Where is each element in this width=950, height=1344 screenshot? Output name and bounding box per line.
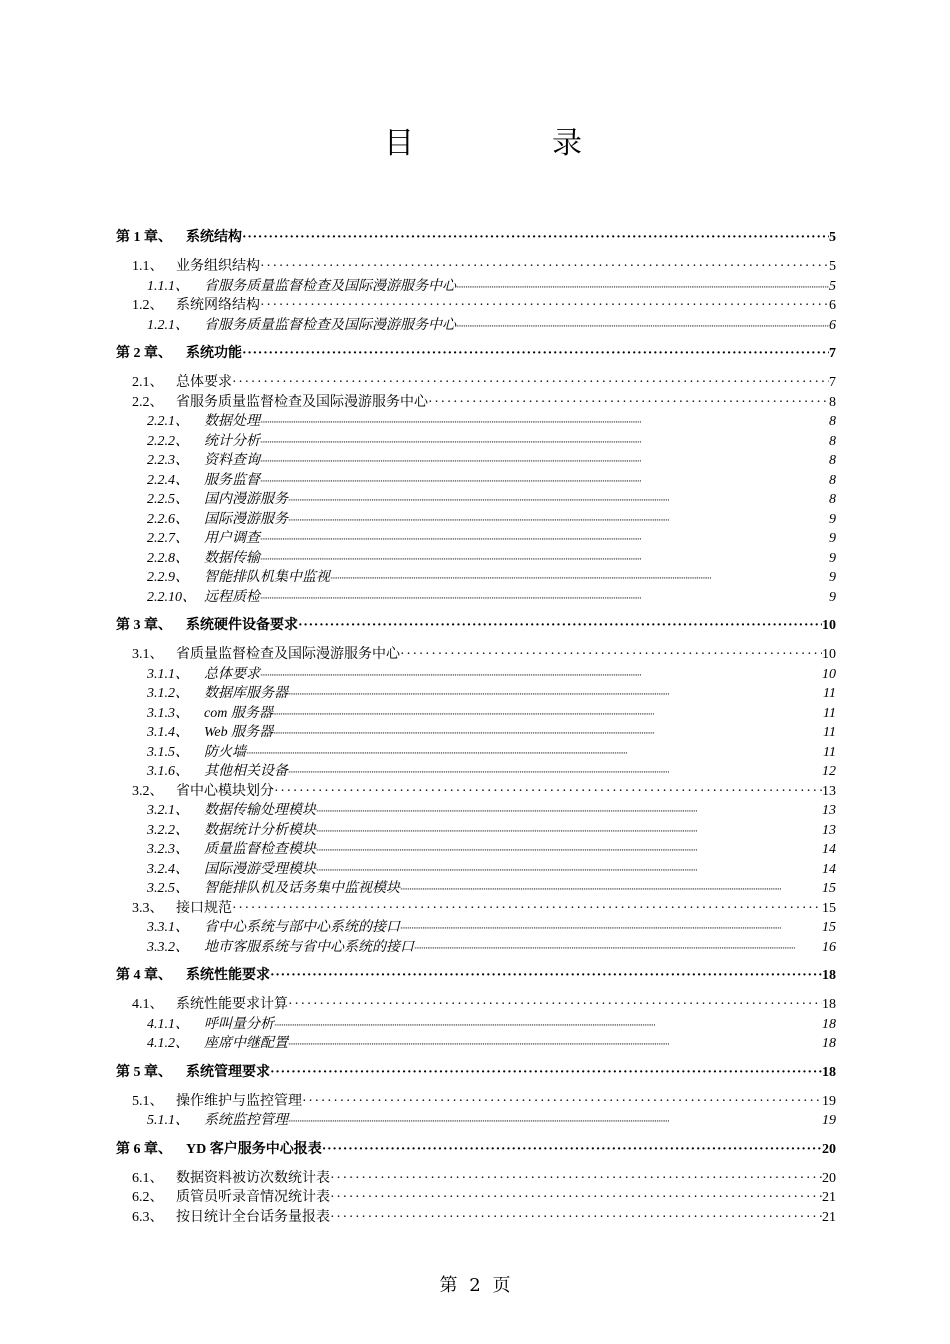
toc-entry-title: 按日统计全台话务量报表 [176, 1209, 330, 1225]
toc-entry-title: 接口规范 [176, 900, 232, 916]
toc-subsection-entry[interactable] [116, 663, 836, 683]
toc-page-number: 10 [822, 647, 836, 662]
toc-page-number: 9 [829, 531, 836, 546]
toc-entry-number: 2.1、 [132, 375, 164, 390]
toc-entry-number: 第 6 章、 [116, 1141, 172, 1157]
toc-dot-leader [260, 476, 829, 486]
toc-entry-title: 质管员听录音情况统计表 [176, 1190, 330, 1205]
toc-chapter-entry[interactable] [116, 1138, 836, 1157]
toc-entry-number: 4.1.2、 [147, 1036, 189, 1051]
toc-entry-number: 第 3 章、 [116, 618, 172, 633]
toc-entry-title: 操作维护与监控管理 [176, 1093, 302, 1109]
toc-page-number: 8 [829, 394, 836, 410]
toc-entry-number: 3.3、 [132, 900, 164, 916]
toc-entry-title: 省中心模块划分 [176, 783, 274, 799]
toc-entry-number: 第 2 章、 [116, 346, 172, 361]
toc-dot-leader [260, 593, 829, 603]
toc-subsection-entry[interactable] [116, 1109, 836, 1129]
toc-subsection-entry[interactable] [116, 916, 836, 936]
toc-dot-leader [400, 647, 822, 663]
toc-subsection-entry[interactable] [116, 702, 836, 722]
toc-page-number: 13 [822, 783, 836, 799]
toc-entry-number: 3.1.3、 [147, 705, 189, 721]
toc-entry-title: 国际漫游服务 [204, 511, 288, 527]
toc-chapter-entry[interactable] [116, 964, 836, 983]
toc-entry-title: 系统监控管理 [204, 1113, 288, 1128]
toc-entry-title: 数据传输处理模块 [204, 803, 316, 818]
toc-dot-leader [330, 1210, 822, 1226]
toc-subsection-entry[interactable] [116, 741, 836, 761]
toc-dot-leader [288, 767, 822, 777]
toc-subsection-entry[interactable] [116, 314, 836, 334]
chapter-spacer [116, 955, 836, 964]
toc-entry-number: 1.1.1、 [147, 278, 189, 294]
toc-entry-number: 2.2.8、 [147, 550, 189, 566]
toc-dot-leader [288, 515, 829, 525]
toc-dot-leader [260, 670, 822, 680]
toc-entry-title: 质量监督检查模块 [204, 842, 316, 857]
page-title: 目 录 [384, 126, 636, 161]
toc-section-entry[interactable] [116, 294, 836, 314]
toc-entry-number: 3.1.1、 [147, 666, 189, 682]
toc-subsection-entry[interactable] [116, 275, 836, 295]
toc-entry-number: 3.2.3、 [147, 842, 189, 857]
toc-subsection-entry[interactable] [116, 586, 836, 606]
toc-page-number: 18 [822, 997, 836, 1012]
toc-entry-number: 第 5 章、 [116, 1064, 172, 1080]
toc-page-number: 11 [823, 686, 836, 701]
toc-entry-number: 1.1、 [132, 259, 164, 274]
toc-entry-title: 座席中继配置 [204, 1036, 288, 1051]
toc-dot-leader [232, 375, 829, 391]
toc-entry-title: 系统硬件设备要求 [186, 618, 298, 633]
toc-dot-leader [260, 259, 829, 275]
chapter-spacer [116, 605, 836, 614]
chapter-spacer [116, 1129, 836, 1138]
toc-page-number: 9 [829, 550, 836, 566]
page-footer: 第 2 页 [439, 1275, 511, 1296]
toc-subsection-entry[interactable] [116, 547, 836, 567]
toc-entry-title: 系统功能 [186, 346, 242, 361]
toc-page-number: 19 [822, 1093, 836, 1109]
toc-dot-leader [288, 689, 823, 699]
toc-subsection-entry[interactable] [116, 1032, 836, 1052]
toc-entry-number: 3.1.5、 [147, 744, 189, 760]
toc-section-entry[interactable] [116, 391, 836, 411]
toc-page-number: 18 [822, 1064, 836, 1080]
toc-section-entry[interactable] [116, 643, 836, 663]
toc-section-entry[interactable] [116, 371, 836, 391]
toc-dot-leader [260, 298, 829, 314]
toc-entry-title: 省服务质量监督检查及国际漫游服务中心 [204, 317, 456, 333]
toc-page-number: 8 [829, 414, 836, 429]
toc-page-number: 13 [822, 822, 836, 838]
toc-entry-title: 防火墙 [204, 744, 246, 760]
toc-page-number: 8 [829, 472, 836, 488]
toc-entry-title: com 服务器 [204, 705, 273, 721]
toc-chapter-entry[interactable] [116, 342, 836, 361]
toc-entry-number: 2.2、 [132, 394, 164, 410]
toc-entry-title: 系统性能要求 [186, 968, 270, 983]
toc-entry-number: 5.1、 [132, 1093, 164, 1109]
toc-entry-title: YD 客户服务中心报表 [186, 1141, 322, 1157]
toc-entry-number: 5.1.1、 [147, 1113, 189, 1128]
toc-entry-number: 2.2.1、 [147, 414, 189, 429]
toc-subsection-entry[interactable] [116, 799, 836, 819]
toc-entry-number: 4.1、 [132, 997, 164, 1012]
chapter-spacer [116, 1052, 836, 1061]
toc-subsection-entry[interactable] [116, 449, 836, 469]
toc-dot-leader [260, 417, 829, 427]
toc-dot-leader [316, 865, 822, 875]
toc-subsection-entry[interactable] [116, 469, 836, 489]
toc-entry-title: 国内漫游服务 [204, 492, 288, 507]
toc-subsection-entry[interactable] [116, 819, 836, 839]
toc-page-number: 18 [822, 1036, 836, 1051]
toc-page-number: 11 [823, 725, 836, 740]
toc-entry-title: 呼叫量分析 [204, 1016, 274, 1032]
toc-page-number: 7 [829, 346, 836, 361]
toc-page-number: 12 [822, 764, 836, 779]
toc-entry-number: 2.2.6、 [147, 511, 189, 527]
toc-entry-number: 2.2.10、 [147, 589, 196, 605]
toc-entry-number: 3.2.1、 [147, 803, 189, 818]
toc-page-number: 8 [829, 492, 836, 507]
toc-subsection-entry[interactable] [116, 877, 836, 897]
toc-dot-leader [260, 437, 829, 447]
toc-page-number: 8 [829, 433, 836, 449]
toc-chapter-entry[interactable] [116, 226, 836, 245]
toc-entry-title: 省服务质量监督检查及国际漫游服务中心 [204, 278, 456, 294]
toc-subsection-entry[interactable] [116, 838, 836, 858]
toc-entry-number: 第 1 章、 [116, 230, 172, 245]
toc-page-number: 10 [822, 666, 836, 682]
toc-page-number: 9 [829, 511, 836, 527]
toc-page-number: 5 [829, 259, 836, 274]
toc-page-number: 11 [823, 705, 836, 721]
toc-entry-number: 3.1.6、 [147, 764, 189, 779]
toc-page-number: 16 [822, 939, 836, 955]
toc-entry-number: 6.1、 [132, 1170, 164, 1186]
toc-dot-leader [330, 1190, 822, 1206]
toc-dot-leader [288, 1039, 822, 1049]
toc-entry-title: 总体要求 [176, 375, 232, 390]
toc-entry-title: 数据处理 [204, 414, 260, 429]
toc-entry-number: 3.1、 [132, 647, 164, 662]
toc-entry-title: 数据统计分析模块 [204, 822, 316, 838]
toc-dot-leader [456, 321, 829, 331]
toc-dot-leader [316, 845, 822, 855]
toc-dot-leader [316, 806, 822, 816]
toc-dot-leader [316, 826, 822, 836]
toc-page-number: 14 [822, 861, 836, 877]
toc-page-number: 18 [822, 1016, 836, 1032]
toc-page-number: 6 [829, 298, 836, 313]
toc-entry-title: 用户调查 [204, 531, 260, 546]
toc-dot-leader [273, 709, 823, 719]
toc-subsection-entry[interactable] [116, 566, 836, 586]
toc-dot-leader [242, 230, 829, 246]
toc-page-number: 10 [822, 618, 836, 633]
toc-entry-title: 智能排队机集中监视 [204, 570, 330, 585]
toc-page-number: 21 [822, 1190, 836, 1205]
toc-dot-leader [428, 395, 829, 411]
toc-page-number: 7 [829, 375, 836, 390]
toc-entry-title: 远程质检 [204, 589, 260, 605]
toc-entry-number: 3.1.2、 [147, 686, 189, 701]
toc-entry-number: 1.2.1、 [147, 317, 189, 333]
toc-dot-leader [246, 748, 823, 758]
toc-page-number: 19 [822, 1113, 836, 1128]
toc-entry-title: 智能排队机及话务集中监视模块 [204, 881, 400, 896]
toc-subsection-entry[interactable] [116, 410, 836, 430]
toc-entry-title: 资料查询 [204, 453, 260, 468]
toc-chapter-entry[interactable] [116, 1061, 836, 1080]
toc-entry-title: 系统管理要求 [186, 1064, 270, 1080]
toc-dot-leader [273, 728, 823, 738]
toc-page-number: 9 [829, 589, 836, 605]
toc-entry-number: 2.2.4、 [147, 472, 189, 488]
toc-dot-leader [274, 1020, 822, 1030]
toc-dot-leader [400, 923, 822, 933]
toc-entry-title: 系统结构 [186, 230, 242, 245]
toc-entry-title: 系统网络结构 [176, 298, 260, 313]
toc-entry-title: 数据传输 [204, 550, 260, 566]
toc-section-entry[interactable] [116, 897, 836, 917]
toc-entry-number: 3.2、 [132, 783, 164, 799]
toc-section-entry[interactable] [116, 1186, 836, 1206]
toc-dot-leader [260, 534, 829, 544]
toc-entry-number: 2.2.7、 [147, 531, 189, 546]
toc-entry-number: 2.2.9、 [147, 570, 189, 585]
toc-page-number: 5 [829, 230, 836, 245]
toc-subsection-entry[interactable] [116, 682, 836, 702]
toc-page-number: 11 [823, 744, 836, 760]
toc-section-entry[interactable] [116, 780, 836, 800]
toc-page-number: 9 [829, 570, 836, 585]
toc-subsection-entry[interactable] [116, 721, 836, 741]
toc-entry-number: 2.2.3、 [147, 453, 189, 468]
toc-entry-number: 3.2.2、 [147, 822, 189, 838]
toc-entry-title: 统计分析 [204, 433, 260, 449]
toc-entry-number: 1.2、 [132, 298, 164, 313]
toc-entry-number: 6.3、 [132, 1209, 164, 1225]
toc-entry-number: 3.1.4、 [147, 725, 189, 740]
toc-dot-leader [288, 997, 822, 1013]
toc-dot-leader [302, 1094, 822, 1110]
chapter-spacer [116, 333, 836, 342]
toc-dot-leader [400, 884, 822, 894]
toc-chapter-entry[interactable] [116, 614, 836, 633]
toc-entry-number: 3.3.1、 [147, 920, 189, 935]
toc-entry-title: 数据资料被访次数统计表 [176, 1170, 330, 1186]
toc-subsection-entry[interactable] [116, 1013, 836, 1033]
toc-subsection-entry[interactable] [116, 430, 836, 450]
toc-dot-leader [298, 618, 822, 634]
toc-entry-title: 业务组织结构 [176, 259, 260, 274]
toc-entry-title: 系统性能要求计算 [176, 997, 288, 1012]
toc-entry-number: 3.2.4、 [147, 861, 189, 877]
toc-dot-leader [260, 456, 829, 466]
toc-page-number: 13 [822, 803, 836, 818]
toc-entry-number: 3.2.5、 [147, 881, 189, 896]
toc-entry-number: 3.3.2、 [147, 939, 189, 955]
toc-dot-leader [414, 943, 822, 953]
toc-dot-leader [232, 901, 822, 917]
toc-dot-leader [260, 554, 829, 564]
toc-page-number: 20 [822, 1141, 836, 1157]
toc-entry-title: 省中心系统与部中心系统的接口 [204, 920, 400, 935]
toc-subsection-entry[interactable] [116, 936, 836, 956]
toc-page-number: 15 [822, 920, 836, 935]
toc-entry-title: 服务监督 [204, 472, 260, 488]
toc-dot-leader [270, 968, 822, 984]
toc-entry-title: 省服务质量监督检查及国际漫游服务中心 [176, 394, 428, 410]
toc-entry-number: 4.1.1、 [147, 1016, 189, 1032]
toc-dot-leader [330, 573, 829, 583]
toc-subsection-entry[interactable] [116, 858, 836, 878]
toc-entry-number: 2.2.2、 [147, 433, 189, 449]
toc-section-entry[interactable] [116, 1090, 836, 1110]
toc-page-number: 21 [822, 1209, 836, 1225]
table-of-contents [116, 226, 836, 1225]
toc-dot-leader [288, 1116, 822, 1126]
toc-dot-leader [322, 1142, 822, 1158]
toc-page-number: 20 [822, 1170, 836, 1186]
toc-page-number: 6 [829, 317, 836, 333]
toc-section-entry[interactable] [116, 993, 836, 1013]
toc-section-entry[interactable] [116, 1167, 836, 1187]
toc-dot-leader [330, 1171, 822, 1187]
toc-dot-leader [288, 495, 829, 505]
toc-subsection-entry[interactable] [116, 527, 836, 547]
toc-entry-title: Web 服务器 [204, 725, 274, 740]
toc-page-number: 14 [822, 842, 836, 857]
toc-entry-number: 第 4 章、 [116, 968, 172, 983]
toc-page-number: 18 [822, 968, 836, 983]
toc-dot-leader [270, 1065, 822, 1081]
toc-subsection-entry[interactable] [116, 488, 836, 508]
toc-entry-title: 总体要求 [204, 666, 260, 682]
toc-page-number: 15 [822, 900, 836, 916]
toc-section-entry[interactable] [116, 1206, 836, 1226]
toc-entry-title: 其他相关设备 [204, 764, 288, 779]
toc-entry-title: 国际漫游受理模块 [204, 861, 316, 877]
toc-page-number: 8 [829, 453, 836, 468]
toc-dot-leader [456, 282, 829, 292]
toc-subsection-entry[interactable] [116, 508, 836, 528]
toc-dot-leader [242, 346, 829, 362]
toc-entry-number: 2.2.5、 [147, 492, 189, 507]
toc-entry-title: 省质量监督检查及国际漫游服务中心 [176, 647, 400, 662]
toc-dot-leader [274, 784, 822, 800]
toc-entry-title: 地市客服系统与省中心系统的接口 [204, 939, 414, 955]
toc-section-entry[interactable] [116, 255, 836, 275]
toc-entry-title: 数据库服务器 [204, 686, 288, 701]
toc-subsection-entry[interactable] [116, 760, 836, 780]
toc-page-number: 5 [829, 278, 836, 294]
toc-entry-number: 6.2、 [132, 1190, 164, 1205]
toc-page-number: 15 [822, 881, 836, 896]
